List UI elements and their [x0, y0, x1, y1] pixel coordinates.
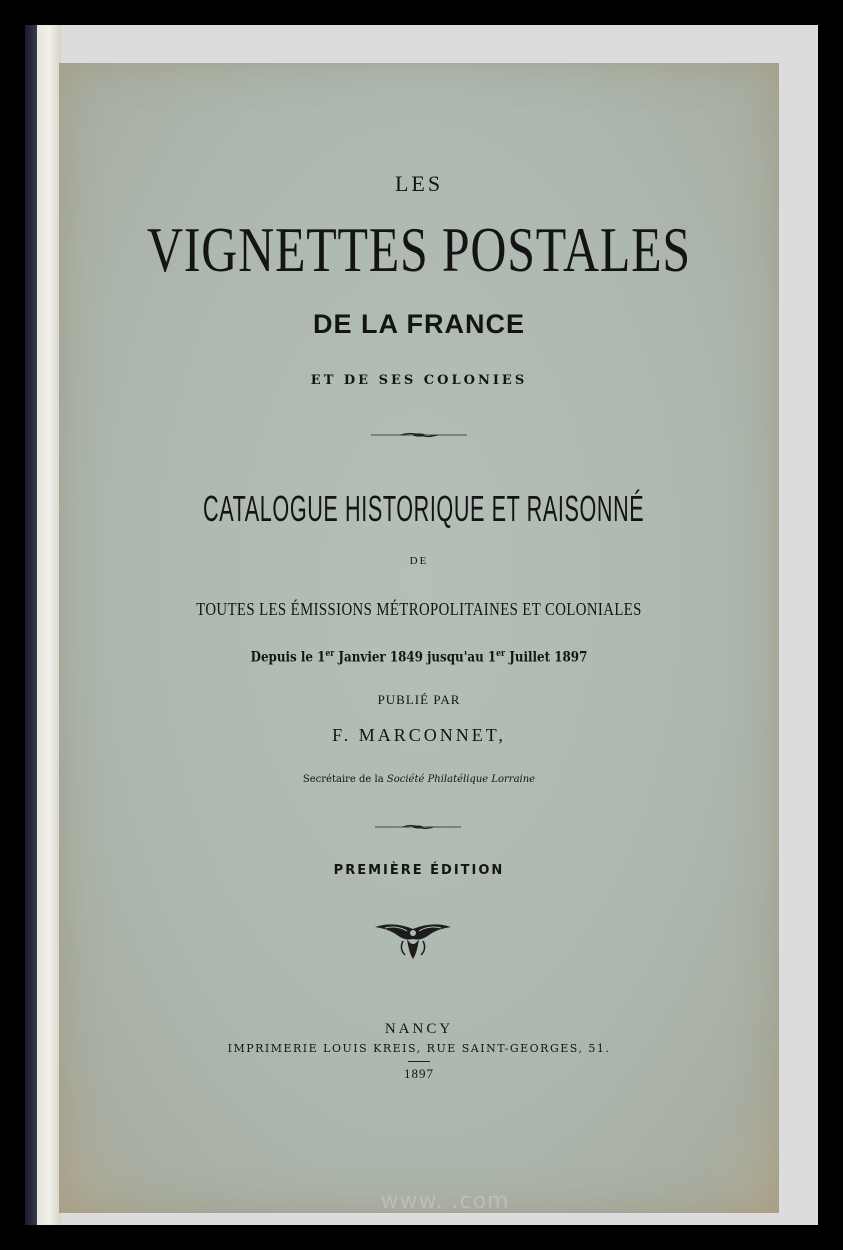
published-by: PUBLIÉ PAR: [377, 692, 461, 707]
subtitle-colonies: ET DE SES COLONIES: [310, 373, 528, 388]
ornamental-rule-icon: [375, 824, 461, 830]
short-divider: [408, 1061, 430, 1062]
title-les: LES: [394, 171, 444, 196]
printer-address: IMPRIMERIE LOUIS KREIS, RUE SAINT-GEORGES, 51.: [227, 1042, 611, 1055]
printer-ornament-icon: [373, 919, 453, 961]
author-name: F. MARCONNET,: [332, 725, 506, 745]
page-edge: [37, 25, 61, 1225]
photo-frame: [25, 25, 818, 1225]
emissions-line: TOUTES LES ÉMISSIONS MÉTROPOLITAINES ET COLONIALES: [196, 599, 642, 619]
date-range-line: Depuis le 1er Janvier 1849 jusqu'au 1er Juillet 1897: [250, 649, 588, 666]
city-name: NANCY: [384, 1021, 454, 1037]
word-de: DE: [409, 555, 429, 567]
title-page: [59, 63, 779, 1213]
society-name: Société Philatélique Lorraine: [386, 774, 536, 785]
edition-label: PREMIÈRE ÉDITION: [333, 863, 505, 878]
publication-year: 1897: [404, 1066, 434, 1081]
watermark-text: www. .com: [380, 1189, 510, 1214]
author-role: Secrétaire de la Société Philatélique Lorraine: [302, 774, 536, 785]
catalogue-heading: CATALOGUE HISTORIQUE ET RAISONNÉ: [202, 488, 645, 529]
book-binding: [25, 25, 37, 1225]
ornamental-rule-icon: [371, 432, 467, 438]
main-title: VIGNETTES POSTALES: [147, 214, 691, 285]
subtitle-france: DE LA FRANCE: [313, 309, 525, 339]
